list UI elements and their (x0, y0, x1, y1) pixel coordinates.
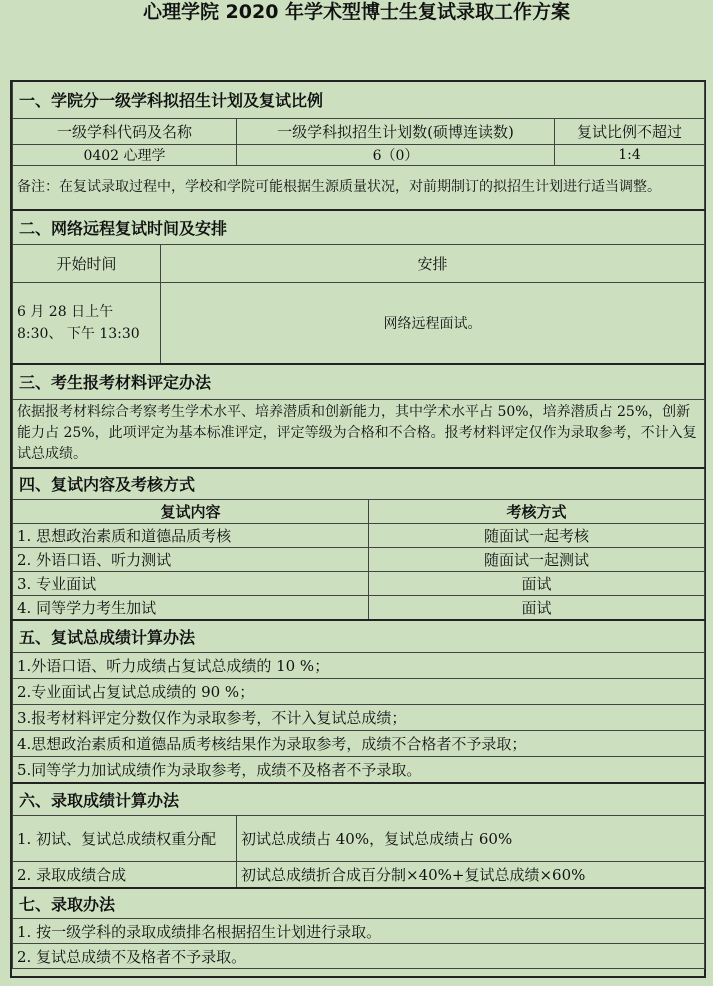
s6-row-value: 初试总成绩折合成百分制×40%+复试总成绩×60% (237, 862, 705, 888)
s7-item: 2. 复试总成绩不及格者不予录取。 (13, 944, 705, 969)
s4-row-content: 3. 专业面试 (13, 572, 369, 596)
s4-row-method: 随面试一起考核 (369, 524, 705, 548)
s6-row-value: 初试总成绩占 40%，复试总成绩占 60% (237, 816, 705, 862)
s4-row-content: 2. 外语口语、听力测试 (13, 548, 369, 572)
s1-header-plan: 一级学科拟招生计划数(硕博连读数) (237, 118, 555, 144)
s4-row-content: 1. 思想政治素质和道德品质考核 (13, 524, 369, 548)
s1-header-ratio: 复试比例不超过 (555, 118, 705, 144)
s2-time: 6 月 28 日上午 8:30、 下午 13:30 (13, 282, 161, 364)
s2-header-time: 开始时间 (13, 244, 161, 282)
s1-cell-plan: 6（0） (237, 144, 555, 165)
s6-row-label: 2. 录取成绩合成 (13, 862, 237, 888)
s2-arrangement: 网络远程面试。 (161, 282, 705, 364)
section3-heading: 三、考生报考材料评定办法 (13, 364, 705, 399)
page-title: 心理学院 2020 年学术型博士生复试录取工作方案 (142, 1, 571, 23)
s3-text: 依据报考材料综合考察考生学术水平、培养潜质和创新能力，其中学术水平占 50%，培养潜质占 25%，创新能力占 25%，此项评定为基本标准评定，评定等级为合格和不合格。报考材料评定仅作为录取参考，不计入复试总成绩。 (13, 399, 705, 468)
s1-cell-discipline: 0402 心理学 (13, 144, 237, 165)
s1-header-discipline: 一级学科代码及名称 (13, 118, 237, 144)
section7-heading: 七、录取办法 (13, 888, 705, 919)
s4-row-method: 面试 (369, 572, 705, 596)
s6-row-label: 1. 初试、复试总成绩权重分配 (13, 816, 237, 862)
s4-header-content: 复试内容 (13, 500, 369, 524)
s4-row-content: 4. 同等学力考生加试 (13, 596, 369, 620)
s4-row-method: 面试 (369, 596, 705, 620)
s5-item: 2.专业面试占复试总成绩的 90 %； (13, 679, 705, 705)
s1-cell-ratio: 1:4 (555, 144, 705, 165)
s5-item: 5.同等学力加试成绩作为录取参考，成绩不及格者不予录取。 (13, 757, 705, 783)
plan-document (10, 80, 706, 978)
section5-heading: 五、复试总成绩计算办法 (13, 620, 705, 653)
s5-item: 4.思想政治素质和道德品质考核结果作为录取参考，成绩不合格者不予录取； (13, 731, 705, 757)
s5-item: 1.外语口语、听力成绩占复试总成绩的 10 %； (13, 653, 705, 679)
s4-row-method: 随面试一起测试 (369, 548, 705, 572)
s1-note: 备注：在复试录取过程中，学校和学院可能根据生源质量状况，对前期制订的拟招生计划进行适当调整。 (13, 165, 705, 210)
section2-heading: 二、网络远程复试时间及安排 (13, 210, 705, 244)
plan-table (12, 82, 705, 969)
s4-header-method: 考核方式 (369, 500, 705, 524)
s2-header-arrangement: 安排 (161, 244, 705, 282)
s5-item: 3.报考材料评定分数仅作为录取参考，不计入复试总成绩； (13, 705, 705, 731)
section1-heading: 一、学院分一级学科拟招生计划及复试比例 (13, 82, 705, 118)
s7-item: 1. 按一级学科的录取成绩排名根据招生计划进行录取。 (13, 919, 705, 944)
section4-heading: 四、复试内容及考核方式 (13, 468, 705, 500)
section6-heading: 六、录取成绩计算办法 (13, 783, 705, 816)
